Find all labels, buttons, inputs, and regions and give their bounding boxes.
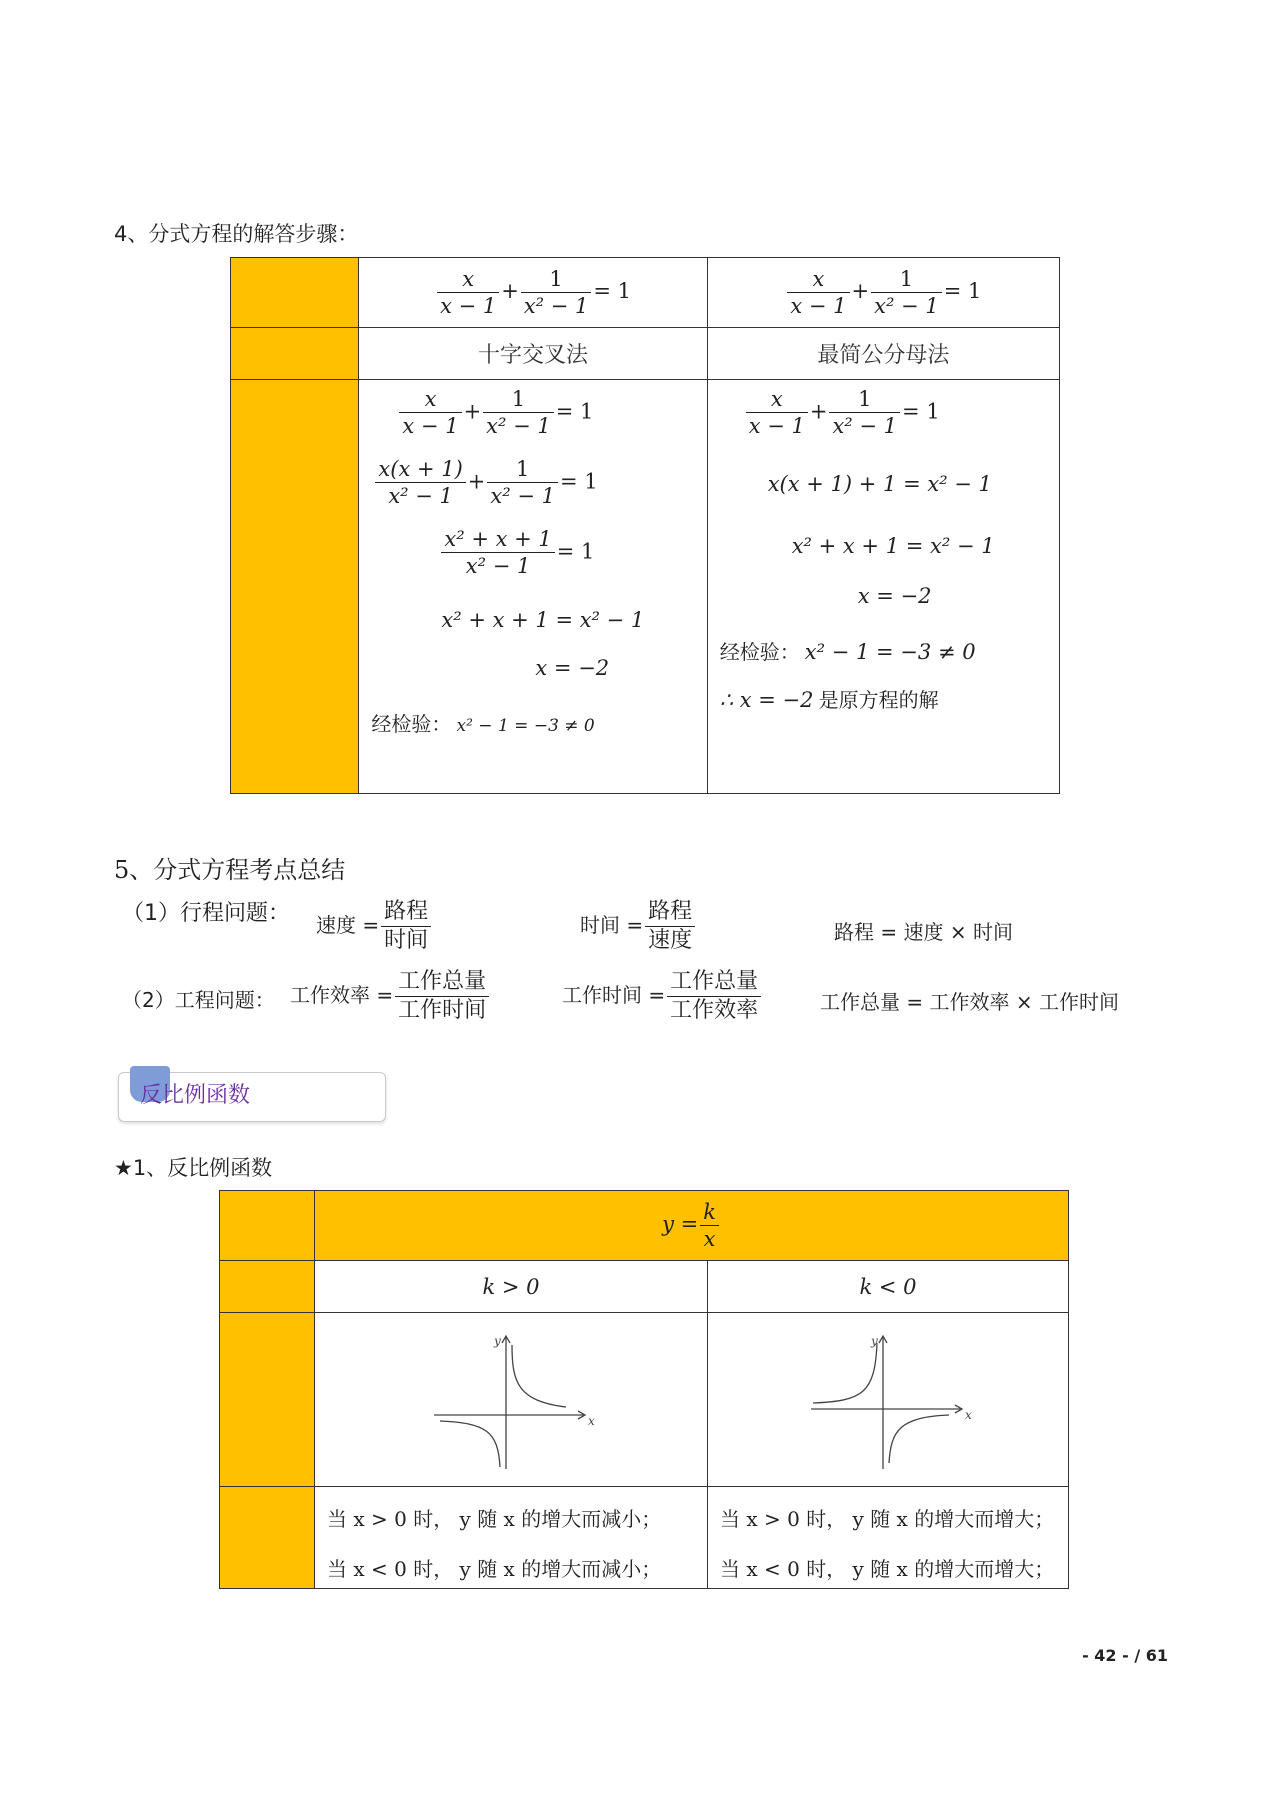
right-step-4: x = −2 [857,584,932,608]
graph-k-positive [426,1323,596,1473]
travel-formulas-row: （1）行程问题： [122,901,290,926]
left-check: 经检验： x² − 1 = −3 ≠ 0 [371,712,595,736]
section-5-title: 5、分式方程考点总结 [114,856,346,884]
k-positive-property-1: 当 x > 0 时， y 随 x 的增大而减小； [327,1507,662,1531]
inverse-function-table [219,1190,1069,1589]
left-step-4: x² + x + 1 = x² − 1 [441,608,645,632]
section-4-title: 4、分式方程的解答步骤： [114,222,359,246]
travel-speed-formula: 速度 = $\frac{\text{路程}}{\text{时间}}$ [316,898,433,954]
method-common-denominator: 最简公分母法 [707,328,1059,380]
graph-k-negative-cell [708,1313,1069,1487]
table-label-cell [220,1487,315,1589]
right-step-3: x² + x + 1 = x² − 1 [791,534,995,558]
k-negative-properties [708,1487,1069,1589]
case-k-positive: k > 0 [315,1261,708,1313]
graph-k-positive-cell [315,1313,708,1487]
k-positive-property-2: 当 x < 0 时， y 随 x 的增大而减小； [327,1557,662,1581]
right-conclusion: ∴ x = −2 是原方程的解 [719,688,939,712]
right-step-2: x(x + 1) + 1 = x² − 1 [767,472,992,496]
chapter-header-title: 反比例函数 [140,1083,251,1108]
work-formulas-row: （2）工程问题： [122,988,275,1012]
case-k-negative: k < 0 [708,1261,1069,1313]
curve-branch-q4 [889,1415,949,1463]
section-inverse-title: ★1、反比例函数 [114,1156,273,1180]
graph-k-negative [803,1323,973,1473]
work-time-formula: 工作时间 = $\frac{\text{工作总量}}{\text{工作效率}}$ [562,968,763,1024]
table-label-cell [231,380,359,794]
k-negative-property-1: 当 x > 0 时， y 随 x 的增大而增大； [720,1507,1055,1531]
left-step-2: $\frac{x(x + 1)}{\text{x² − 1}}$ + $\frac{1}{\text{x² − 1}}$ = 1 [373,456,597,510]
right-step-1: $\frac{x}{x - 1}$ + $\frac{1}{\text{x² − 1}}$ = 1 [744,386,940,440]
y-axis-label: y [494,1333,501,1348]
x-axis-label: x [588,1413,595,1428]
table-label-cell [220,1313,315,1487]
table-label-cell [231,328,359,380]
page-number: - 42 - / 61 [1082,1646,1168,1665]
curve-branch-q1 [512,1345,566,1407]
right-solution-cell [707,380,1059,794]
left-step-1: $\frac{x}{x - 1}$ + $\frac{1}{\text{x² − 1}}$ = 1 [397,386,593,440]
function-formula-cell: y = $\frac{k}{x}$ [315,1191,1069,1261]
table-label-cell [220,1191,315,1261]
left-step-3: $\frac{\text{x² + x + 1}}{\text{x² − 1}}$ = 1 [439,526,594,580]
travel-time-formula: 时间 = $\frac{\text{路程}}{\text{速度}}$ [580,898,697,954]
curve-branch-q2 [813,1343,877,1403]
right-check: 经检验： x² − 1 = −3 ≠ 0 [719,640,976,664]
method-cross-multiplication: 十字交叉法 [359,328,707,380]
header-equation-right: $\frac{x}{x - 1}$ + $\frac{1}{\text{x² − 1}}$ = 1 [707,258,1059,328]
curve-branch-q3 [440,1421,500,1467]
x-axis-label: x [965,1407,972,1422]
header-equation-left: $\frac{x}{x - 1}$ + $\frac{1}{\text{x² − 1}}$ = 1 [359,258,707,328]
work-efficiency-formula: 工作效率 = $\frac{\text{工作总量}}{\text{工作时间}}$ [290,968,491,1024]
y-axis-label: y [871,1333,878,1348]
table-label-cell [231,258,359,328]
left-step-5: x = −2 [535,656,610,680]
equation-steps-table [230,257,1060,794]
table-label-cell [220,1261,315,1313]
left-solution-cell [359,380,707,794]
work-total-formula: 工作总量 = 工作效率 × 工作时间 [820,990,1119,1014]
k-negative-property-2: 当 x < 0 时， y 随 x 的增大而增大； [720,1557,1055,1581]
travel-distance-formula: 路程 = 速度 × 时间 [834,920,1013,944]
k-positive-properties [315,1487,708,1589]
